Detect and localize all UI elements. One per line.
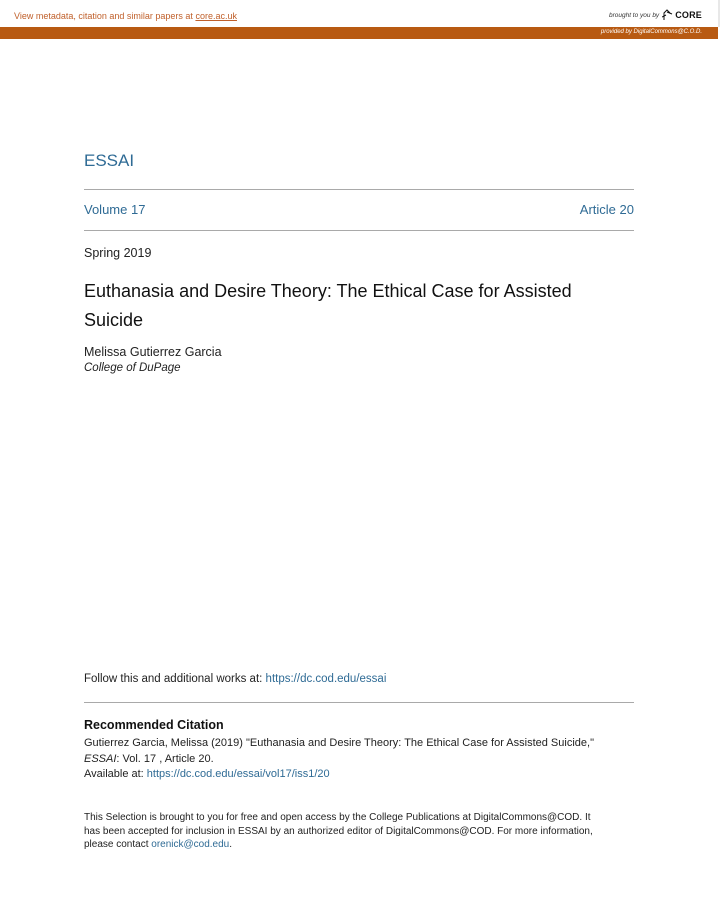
journal-title-link[interactable]: ESSAI <box>84 151 135 170</box>
follow-line <box>84 673 386 685</box>
recommended-citation-heading: Recommended Citation <box>84 718 224 732</box>
notice-line-3 <box>84 838 629 852</box>
access-notice <box>84 811 629 852</box>
citation-journal: ESSAI <box>84 752 117 765</box>
core-logo-text: CORE <box>675 10 702 20</box>
article-link[interactable]: Article 20 <box>579 202 634 217</box>
volume-link[interactable]: Volume 17 <box>84 202 146 217</box>
follow-text: Follow this and additional works at: <box>84 673 266 685</box>
citation-block <box>84 736 644 783</box>
author-affiliation: College of DuPage <box>84 362 181 374</box>
provided-by-text[interactable]: provided by DigitalCommons@C.O.D. <box>600 29 702 35</box>
brought-by-text: brought to you by <box>608 11 660 19</box>
follow-divider <box>84 702 634 703</box>
view-metadata-text: View metadata, citation and similar papers at <box>14 11 196 21</box>
citation-line-2 <box>84 752 644 768</box>
paper-title: Euthanasia and Desire Theory: The Ethical Case for Assisted Suicide <box>84 281 572 330</box>
citation-line-3 <box>84 767 644 783</box>
core-brand[interactable] <box>609 9 702 21</box>
citation-volume-info: : Vol. 17 , Article 20. <box>116 752 214 765</box>
citation-line-1: Gutierrez Garcia, Melissa (2019) "Euthanasia and Desire Theory: The Ethical Case for Assisted Suicide," <box>84 737 594 749</box>
notice-line-1: This Selection is brought to you for free and open access by the College Publications at DigitalCommons@COD. It <box>84 812 591 823</box>
core-logo-icon <box>662 9 673 21</box>
top-divider <box>84 189 634 190</box>
notice-line-2: has been accepted for inclusion in ESSAI by an authorized editor of DigitalCommons@COD. For more information, <box>84 825 593 837</box>
core-ac-uk-link[interactable]: core.ac.uk <box>195 11 237 21</box>
contact-email-link[interactable]: orenick@cod.edu <box>151 839 230 850</box>
contact-prefix: please contact <box>84 839 152 850</box>
volume-divider <box>84 230 634 231</box>
available-label: Available at: <box>84 768 147 780</box>
contact-suffix: . <box>229 839 233 850</box>
view-metadata-link[interactable] <box>14 11 237 21</box>
provider-band <box>0 27 718 39</box>
essai-collection-link[interactable]: https://dc.cod.edu/essai <box>265 673 387 685</box>
author-name: Melissa Gutierrez Garcia <box>84 345 222 359</box>
article-url-link[interactable]: https://dc.cod.edu/essai/vol17/iss1/20 <box>146 768 330 780</box>
core-top-bar <box>0 0 720 27</box>
publication-season: Spring 2019 <box>84 246 152 260</box>
